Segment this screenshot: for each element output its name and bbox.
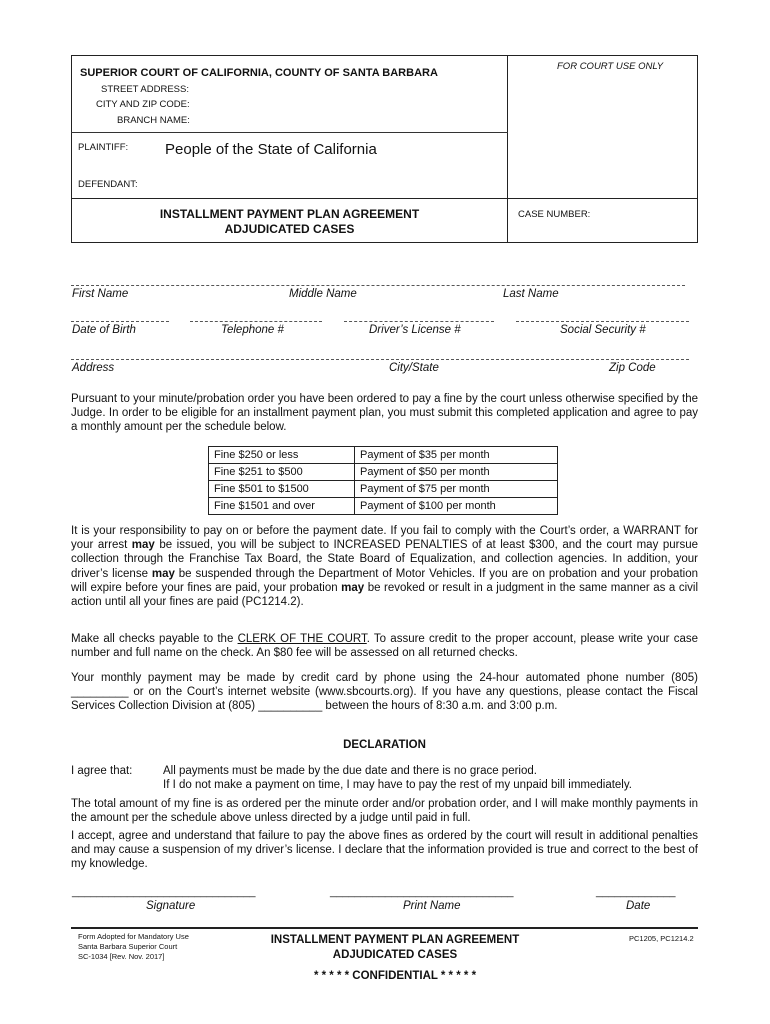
- schedule-row: [209, 464, 558, 481]
- declaration-heading: DECLARATION: [343, 739, 426, 751]
- footer-title-line1: INSTALLMENT PAYMENT PLAN AGREEMENT: [270, 934, 520, 946]
- drivers-license-label: Driver’s License #: [369, 324, 461, 336]
- payment-schedule-table: [208, 446, 558, 515]
- court-use-label: FOR COURT USE ONLY: [557, 61, 664, 72]
- first-name-label: First Name: [72, 288, 129, 300]
- telephone-label: Telephone #: [221, 324, 284, 336]
- schedule-payment-cell: Payment of $50 per month: [355, 464, 558, 481]
- defendant-label: DEFENDANT:: [78, 179, 138, 190]
- plaintiff-label: PLAINTIFF:: [78, 142, 129, 153]
- checks-paragraph: [71, 632, 698, 660]
- clerk-of-court: CLERK OF THE COURT: [237, 633, 367, 645]
- dob-fill-line[interactable]: [71, 321, 169, 322]
- signature-label: Signature: [146, 900, 196, 912]
- checks-text-1: Make all checks payable to the: [71, 633, 238, 645]
- total-amount-paragraph: The total amount of my fine is as ordered per the minute order and/or probation order, and I will make monthly payments in the amount per the schedule above unless directed by a judge until paid in full.: [71, 798, 698, 825]
- name-fill-line[interactable]: [71, 285, 685, 286]
- address-label: Address: [72, 362, 115, 374]
- case-number-label: CASE NUMBER:: [518, 209, 591, 220]
- schedule-payment-cell: Payment of $35 per month: [355, 447, 558, 464]
- plaintiff-value: People of the State of California: [165, 141, 377, 158]
- schedule-row: [209, 481, 558, 498]
- may-emphasis-2: may: [151, 567, 175, 580]
- schedule-row: [209, 498, 558, 515]
- middle-name-label: Middle Name: [289, 288, 357, 300]
- agree-line-1: All payments must be made by the due date and there is no grace period.: [163, 765, 537, 777]
- adopted-line-1: Form Adopted for Mandatory Use: [78, 932, 189, 941]
- phone-paragraph: Your monthly payment may be made by credit card by phone using the 24-hour automated phone number (805) _________ or on the Court’s internet website (www.sbcourts.org). If you have any questions, please contact the Fiscal Services Collection Division at (805) __________ between the hours of 8:30 a.m. and 3:00 p.m.: [71, 672, 698, 713]
- schedule-fine-cell: Fine $501 to $1500: [209, 481, 355, 498]
- plaintiff-top-rule: [71, 132, 508, 133]
- title-top-rule: [71, 198, 698, 199]
- penal-code-refs: PC1205, PC1214.2: [629, 934, 694, 943]
- last-name-label: Last Name: [503, 288, 559, 300]
- city-zip-label: CITY AND ZIP CODE:: [96, 99, 190, 110]
- checks-text-2: . To assure credit to the proper account, please write your case number and full name on the check. An $80 fee will be assessed on all returned checks.: [71, 633, 698, 660]
- signature-line[interactable]: ______________________________: [72, 886, 256, 898]
- ssn-label: Social Security #: [560, 324, 646, 336]
- city-state-label: City/State: [389, 362, 439, 374]
- schedule-fine-cell: Fine $1501 and over: [209, 498, 355, 515]
- date-label: Date: [626, 900, 651, 912]
- court-name: SUPERIOR COURT OF CALIFORNIA, COUNTY OF SANTA BARBARA: [80, 67, 438, 79]
- accept-paragraph: I accept, agree and understand that failure to pay the above fines as ordered by the court will result in additional penalties and may cause a suspension of my driver’s license. I declare that the information provided is true and correct to the best of my knowledge.: [71, 830, 698, 871]
- agree-line-2: If I do not make a payment on time, I may have to pay the rest of my unpaid bill immediately.: [163, 779, 632, 791]
- schedule-fine-cell: Fine $250 or less: [209, 447, 355, 464]
- responsibility-text-2: be issued, you will be subject to INCREASED PENALTIES of at least $300, and the court may pursue collection through the Franchise Tax Board, the State Board of Equalization, and collection agencies. In addition, your driver’s license: [71, 539, 698, 580]
- telephone-fill-line[interactable]: [190, 321, 322, 322]
- schedule-payment-cell: Payment of $75 per month: [355, 481, 558, 498]
- may-emphasis-1: may: [131, 539, 155, 552]
- schedule-row: [209, 447, 558, 464]
- print-name-label: Print Name: [403, 900, 461, 912]
- form-title-line2: ADJUDICATED CASES: [224, 222, 355, 236]
- footer-title-line2: ADJUDICATED CASES: [332, 949, 458, 961]
- adopted-line-2: Santa Barbara Superior Court: [78, 942, 178, 951]
- date-line[interactable]: _____________: [596, 886, 676, 898]
- agree-label: I agree that:: [71, 765, 133, 777]
- schedule-fine-cell: Fine $251 to $500: [209, 464, 355, 481]
- schedule-payment-cell: Payment of $100 per month: [355, 498, 558, 515]
- footer-rule: [71, 927, 698, 929]
- intro-paragraph: Pursuant to your minute/probation order you have been ordered to pay a fine by the court unless otherwise specified by the Judge. In order to be eligible for an installment payment plan, you must submit this completed application and agree to pay a monthly amount per the schedule below.: [71, 393, 698, 434]
- street-address-label: STREET ADDRESS:: [101, 84, 189, 95]
- address-fill-line[interactable]: [71, 359, 689, 360]
- responsibility-text-4: be revoked or result in a judgment in the same manner as a civil action until all your fines are paid (PC1214.2).: [71, 581, 698, 609]
- confidential-marker: * * * * * CONFIDENTIAL * * * * *: [313, 970, 477, 982]
- zip-label: Zip Code: [609, 362, 656, 374]
- responsibility-paragraph: [71, 524, 698, 609]
- may-emphasis-3: may: [341, 581, 365, 594]
- print-name-line[interactable]: ______________________________: [330, 886, 514, 898]
- responsibility-text-1: It is your responsibility to pay on or before the payment date. If you fail to comply with the Court’s order, a WARRANT for your arrest: [71, 525, 698, 552]
- branch-name-label: BRANCH NAME:: [117, 115, 190, 126]
- form-title-line1: INSTALLMENT PAYMENT PLAN AGREEMENT: [159, 207, 420, 221]
- ssn-fill-line[interactable]: [516, 321, 689, 322]
- dob-label: Date of Birth: [72, 324, 136, 336]
- dl-fill-line[interactable]: [344, 321, 494, 322]
- responsibility-text-3: be suspended through the Department of Motor Vehicles. If you are on probation and your probation will expire before your fines are paid, your probation: [71, 567, 698, 594]
- form-number: SC-1034 [Rev. Nov. 2017]: [78, 952, 165, 961]
